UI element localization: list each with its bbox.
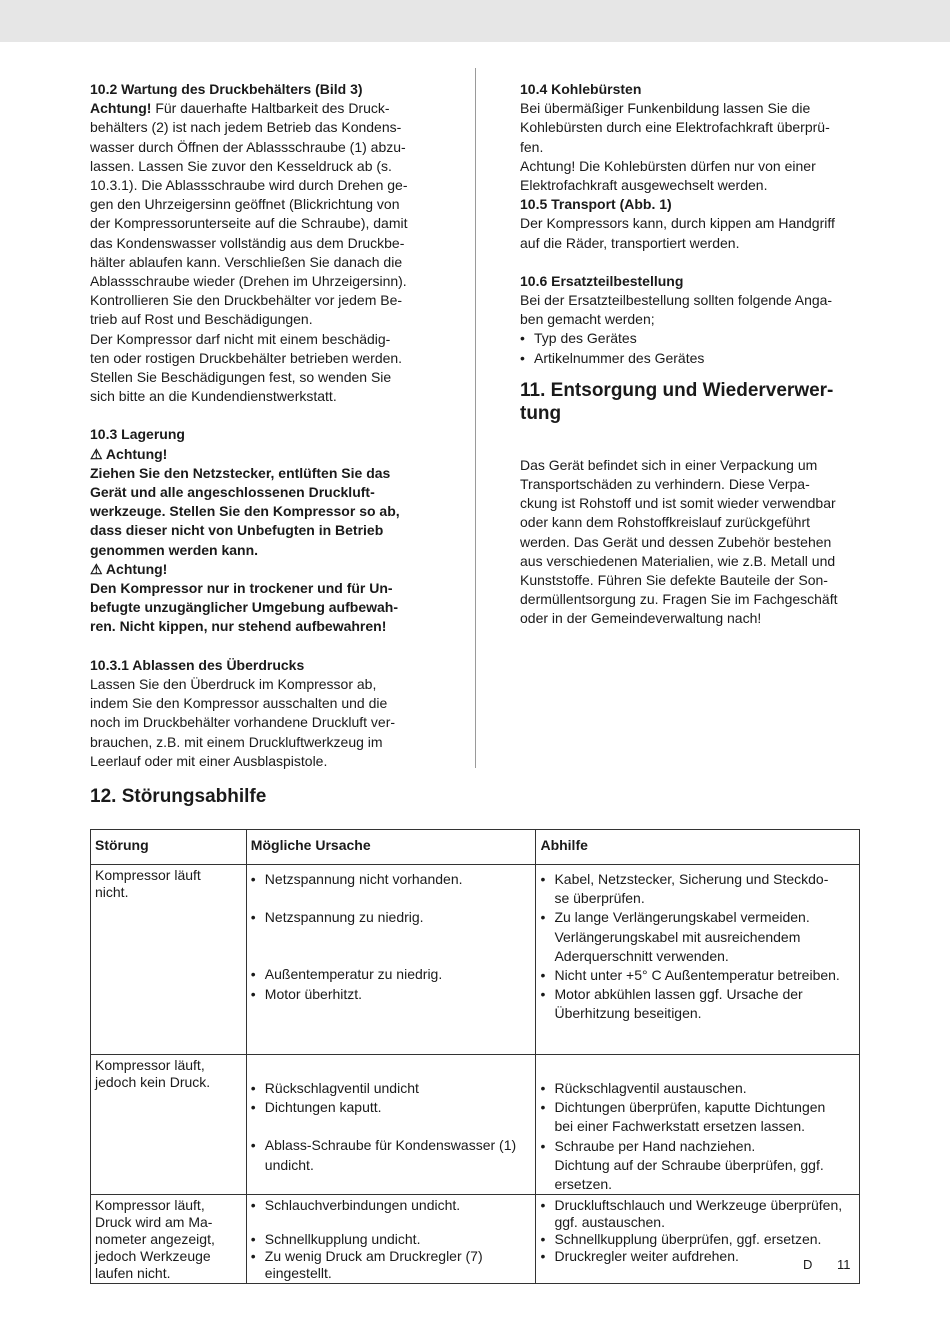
cause-cell: • Rückschlagventil undicht • Dichtungen kaputt. • Ablass-Schraube für Kondenswasser (1) undicht. xyxy=(246,1055,536,1195)
footer-language: D xyxy=(803,1257,813,1272)
section-10-4-title: 10.4 Kohlebürsten xyxy=(520,81,642,97)
warning-text-1: Ziehen Sie den Netzstecker, entlüften Sie das Gerät und alle angeschlossenen Druckluft- werkzeuge. Stellen Sie den Kompressor so ab, dass dieser nicht von Unbefugten in Betrieb genommen werden kann. xyxy=(90,464,400,558)
remedy-cell: • Druckluftschlauch und Werkzeuge überprüfen, ggf. austauschen. • Schnellkupplung überprüfen, ggf. ersetzen. • Druckregler weiter aufdrehen. xyxy=(536,1195,860,1284)
column-divider xyxy=(475,68,476,768)
cause-cell: • Schlauchverbindungen undicht. • Schnellkupplung undicht. • Zu wenig Druck am Druckregler (7) eingestellt. xyxy=(246,1195,536,1284)
top-band xyxy=(0,0,950,42)
column-header: Abhilfe xyxy=(536,830,860,865)
section-10-2-text xyxy=(90,99,435,406)
table-header-row xyxy=(91,830,860,865)
section-11-title: 11. Entsorgung und Wiederverwer- tung xyxy=(520,379,834,424)
right-column xyxy=(520,80,865,629)
section-10-3-1-title: 10.3.1 Ablassen des Überdrucks xyxy=(90,656,305,673)
list-item: • Artikelnummer des Gerätes xyxy=(520,349,705,366)
section-10-6-text: Bei der Ersatzteilbestellung sollten folgende Anga- ben gemacht werden; xyxy=(520,292,833,328)
section-10-6-title: 10.6 Ersatzteilbestellung xyxy=(520,272,684,289)
table-row xyxy=(91,1195,860,1284)
section-10-3-1-text: Lassen Sie den Überdruck im Kompressor ab, indem Sie den Kompressor ausschalten und die noch im Druckbehälter vorhandene Druckluft ver- brauchen, z.B. mit einem Druckluftwerkzeug im Leerlauf oder mit einer Ausblaspistole. xyxy=(90,675,396,769)
footer-page-number: 11 xyxy=(837,1257,851,1272)
section-10-5-title: 10.5 Transport (Abb. 1) xyxy=(520,196,672,213)
remedy-cell: • Rückschlagventil austauschen. • Dichtungen überprüfen, kaputte Dichtungen bei einer Fachwerkstatt ersetzen lassen. • Schraube per Hand nachziehen. Dichtung auf der Schraube überprüfen, ggf. ersetzen. xyxy=(536,1055,860,1195)
column-header: Mögliche Ursache xyxy=(246,830,536,865)
section-10-2-body: Für dauerhafte Haltbarkeit des Druck- behälters (2) ist nach jedem Betrieb das Kondens- wasser durch Öffnen der Ablassschraube (1) abzu- lassen. Lassen Sie zuvor den Kesseldruck ab (s. 10.3.1). Die Ablassschraube wird durch Drehen ge- gen den Uhrzeigersinn geöffnet (Blickrichtung von der Kompressorunterseite auf die Schraube), damit das Kondenswasser vollständig aus dem Druckbe- hälter ablaufen kann. Verschließen Sie danach die Ablassschraube wieder (Drehen im Uhrzeigersinn). Kontrollieren Sie den Druckbehälter vor jedem Be- trieb auf Rost und Beschädigungen. Der Kompressor darf nicht mit einem beschädig- ten oder rostigen Druckbehälter betrieben werden. Stellen Sie Beschädigungen fest, so wenden Sie sich bitte an die Kundendienstwerkstatt. xyxy=(90,100,408,405)
section-10-3-title: 10.3 Lagerung xyxy=(90,426,185,443)
problem-cell: Kompressor läuft, Druck wird am Ma- nometer angezeigt, jedoch Werkzeuge laufen nicht. xyxy=(91,1195,247,1284)
column-header: Störung xyxy=(91,830,247,865)
warning-text-2: Den Kompressor nur in trockener und für Un- befugte unzugänglicher Umgebung aufbewah- ren. Nicht kippen, nur stehend aufbewahren! xyxy=(90,580,398,635)
table-row xyxy=(91,865,860,1055)
section-10-2-title: 10.2 Wartung des Druckbehälters (Bild 3) xyxy=(90,81,363,97)
left-column xyxy=(90,80,435,771)
problem-cell: Kompressor läuft nicht. xyxy=(91,865,247,1055)
warning-lead: Achtung! xyxy=(90,100,152,117)
problem-cell: Kompressor läuft, jedoch kein Druck. xyxy=(91,1055,247,1195)
section-10-5-text: Der Kompressors kann, durch kippen am Handgriff auf die Räder, transportiert werden. xyxy=(520,215,835,251)
warning-heading-1: ⚠ Achtung! xyxy=(90,445,168,462)
troubleshooting-table xyxy=(90,829,860,1284)
cause-cell: • Netzspannung nicht vorhanden. • Netzspannung zu niedrig. • Außentemperatur zu niedrig. • Motor überhitzt. xyxy=(246,865,536,1055)
list-item: • Typ des Gerätes xyxy=(520,330,637,347)
warning-heading-2: ⚠ Achtung! xyxy=(90,560,168,577)
remedy-cell: • Kabel, Netzstecker, Sicherung und Steckdo- se überprüfen. • Zu lange Verlängerungskabel vermeiden. Verlängerungskabel mit ausreichendem Aderquerschnitt verwenden. • Nicht unter +5° C Außentemperatur betreiben. • Motor abkühlen lassen ggf. Ursache der Überhitzung beseitigen. xyxy=(536,865,860,1055)
table-row xyxy=(91,1055,860,1195)
section-10-4-text: Bei übermäßiger Funkenbildung lassen Sie die Kohlebürsten durch eine Elektrofachkraft überprü- fen. Achtung! Die Kohlebürsten dürfen nur von einer Elektrofachkraft ausgewechselt werden. xyxy=(520,100,830,194)
section-11-text: Das Gerät befindet sich in einer Verpackung um Transportschäden zu verhindern. Diese Verpa- ckung ist Rohstoff und ist somit wieder verwendbar oder kann dem Rohstoffkreislauf zurückgeführt werden. Das Gerät und dessen Zubehör bestehen aus verschiedenen Materialien, wie z.B. Metall und Kunststoffe. Führen Sie defekte Bauteile der Son- dermüllentsorgung zu. Fragen Sie im Fachgeschäft oder in der Gemeindeverwaltung nach! xyxy=(520,456,838,627)
section-12-title: 12. Störungsabhilfe xyxy=(90,786,267,807)
